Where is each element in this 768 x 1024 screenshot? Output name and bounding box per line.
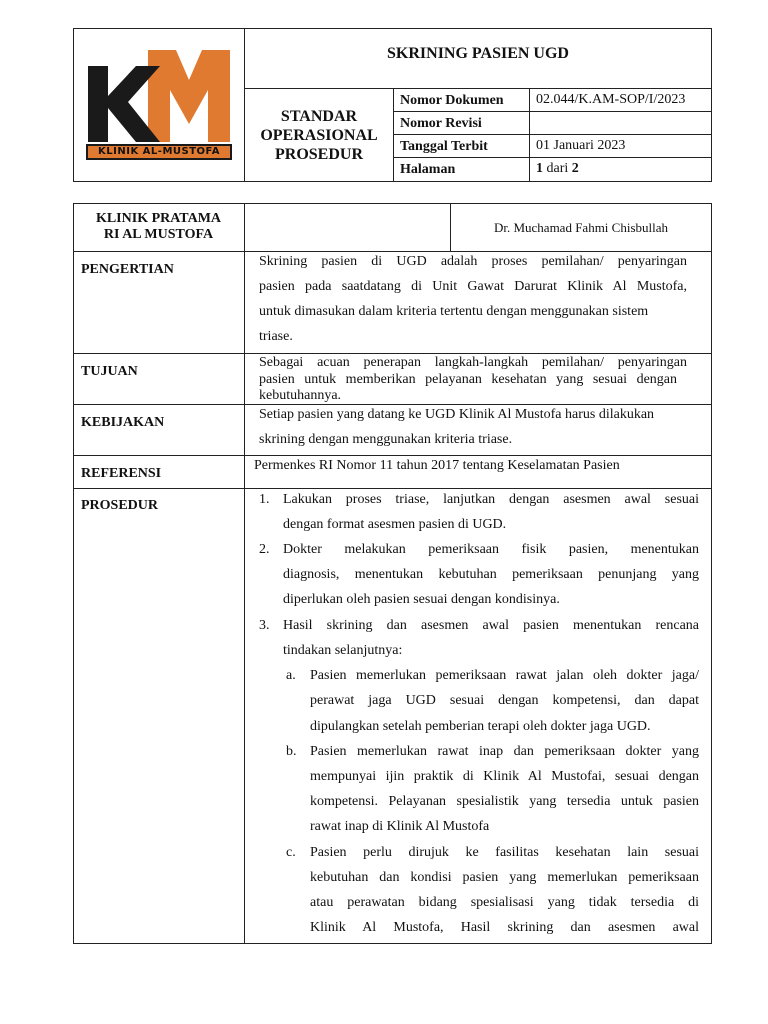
step-line: Lakukan proses triase, lanjutkan dengan asesmen awal sesuai — [283, 492, 699, 507]
step-line: diperlukan oleh pasien sesuai dengan kondisinya. — [283, 592, 560, 607]
field-label-nomor-revisi: Nomor Revisi — [400, 116, 482, 131]
clinic-logo — [86, 46, 232, 162]
field-label-halaman: Halaman — [400, 162, 456, 177]
substep-line: Pasien memerlukan pemeriksaan rawat jalan oleh dokter jaga/ — [310, 668, 699, 683]
clinic-name-line: RI AL MUSTOFA — [103, 227, 214, 242]
section-label-prosedur: PROSEDUR — [81, 498, 159, 513]
section-body-referensi: Permenkes RI Nomor 11 tahun 2017 tentang Keselamatan Pasien — [254, 458, 620, 473]
text-line: Skrining pasien di UGD adalah proses pemilahan/ penyaringan — [259, 254, 687, 269]
section-label-kebijakan: KEBIJAKAN — [81, 415, 165, 430]
step-line: tindakan selanjutnya: — [283, 643, 403, 658]
page-total: 2 — [571, 161, 579, 176]
sop-label-line: PROSEDUR — [274, 146, 363, 163]
substep-line: mempunyai ijin praktik di Klinik Al Mustofai, sesuai dengan — [310, 769, 699, 784]
substep-line: rawat inap di Klinik Al Mustofa — [310, 819, 490, 834]
text-line: triase. — [259, 329, 293, 344]
sop-label — [245, 107, 393, 164]
text-line: pasien untuk memberikan pelayanan kesehatan yang sesuai dengan — [259, 372, 677, 387]
text-line: Setiap pasien yang datang ke UGD Klinik Al Mustofa harus dilakukan — [259, 407, 655, 422]
field-label-nomor-dokumen: Nomor Dokumen — [400, 93, 504, 108]
substep-line: atau perawatan bidang spesialisasi yang tidak tersedia di — [310, 895, 699, 910]
step-number: 3. — [259, 618, 270, 633]
text-line: untuk dimasukan dalam kriteria tertentu dengan menggunakan sistem — [259, 304, 649, 319]
step-line: dengan format asesmen pasien di UGD. — [283, 517, 507, 532]
clinic-name — [73, 211, 244, 243]
substep-letter: a. — [286, 668, 296, 683]
substep-letter: c. — [286, 845, 296, 860]
substep-line: perawat jaga UGD sesuai dengan kompetensi, dan dapat — [310, 693, 699, 708]
logo-text: KLINIK AL-MUSTOFA — [98, 146, 220, 157]
step-number: 1. — [259, 492, 270, 507]
step-number: 2. — [259, 542, 270, 557]
document-title: SKRINING PASIEN UGD — [387, 45, 569, 62]
field-value-nomor-dokumen: 02.044/K.AM-SOP/I/2023 — [536, 92, 686, 107]
section-label-pengertian: PENGERTIAN — [81, 262, 174, 277]
sop-label-line: STANDAR — [280, 108, 358, 125]
substep-line: Pasien perlu dirujuk ke fasilitas kesehatan lain sesuai — [310, 845, 699, 860]
field-value-halaman — [536, 161, 579, 177]
substep-line: kebutuhan dan kondisi pasien yang memerlukan pemeriksaan — [310, 870, 699, 885]
page-separator: dari — [543, 161, 572, 176]
substep-line: Klinik Al Mustofa, Hasil skrining dan asesmen awal — [310, 920, 699, 935]
page-number: 1 — [536, 161, 543, 176]
substep-line: kompetensi. Pelayanan spesialistik yang tersedia untuk pasien — [310, 794, 699, 809]
substep-line: Pasien memerlukan rawat inap dan pemeriksaan dokter yang — [310, 744, 699, 759]
step-line: diagnosis, menentukan kebutuhan pemeriksaan penunjang yang — [283, 567, 699, 582]
step-line: Dokter melakukan pemeriksaan fisik pasien, menentukan — [283, 542, 699, 557]
sop-label-line: OPERASIONAL — [260, 127, 378, 144]
clinic-name-line: KLINIK PRATAMA — [95, 211, 222, 226]
text-line: Sebagai acuan penerapan langkah-langkah pemilahan/ penyaringan — [259, 355, 687, 370]
field-label-tanggal-terbit: Tanggal Terbit — [400, 139, 488, 154]
text-line: kebutuhannya. — [259, 388, 342, 403]
substep-letter: b. — [286, 744, 297, 759]
substep-line: dipulangkan setelah pemberian terapi oleh dokter jaga UGD. — [310, 719, 651, 734]
section-label-tujuan: TUJUAN — [81, 364, 138, 379]
section-label-referensi: REFERENSI — [81, 466, 162, 481]
text-line: pasien pada saatdatang di Unit Gawat Darurat Klinik Al Mustofa, — [259, 279, 687, 294]
step-line: Hasil skrining dan asesmen awal pasien menentukan rencana — [283, 618, 699, 633]
field-value-tanggal-terbit: 01 Januari 2023 — [536, 138, 626, 153]
text-line: skrining dengan menggunakan kriteria triase. — [259, 432, 513, 447]
signer-name: Dr. Muchamad Fahmi Chisbullah — [493, 220, 669, 235]
